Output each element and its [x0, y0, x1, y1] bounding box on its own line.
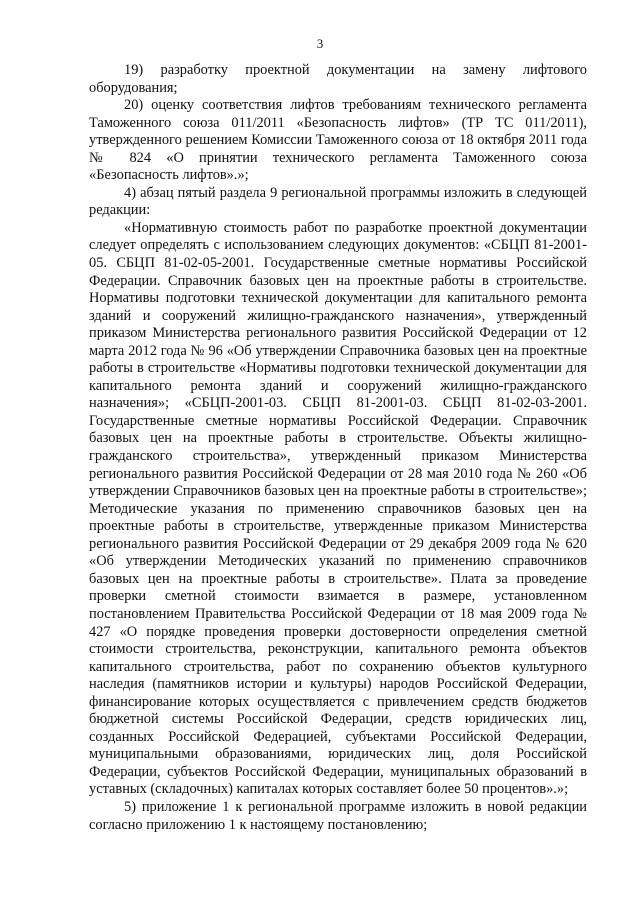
document-body	[89, 62, 587, 834]
page-number: 3	[316, 36, 324, 51]
paragraph-quoted-text: «Нормативную стоимость работ по разработке проектной документации следует определять с использованием следующих документов: «СБЦП 81-2001-05. СБЦП 81-02-05-2001. Государственные сметные нормативы Российской Федерации. Справочник базовых цен на проектные работы в строительстве. Нормативы подготовки технической документации для капитального ремонта зданий и сооружений жилищно-гражданского назначения», утвержденный приказом Министерства регионального развития Российской Федерации от 12 марта 2012 года № 96 «Об утверждении Справочника базовых цен на проектные работы в строительстве «Нормативы подготовки технической документации для капитального ремонта зданий и сооружений жилищно-гражданского назначения»; «СБЦП-2001-03. СБЦП 81-2001-03. СБЦП 81-02-03-2001. Государственные сметные нормативы Российской Федерации. Справочник базовых цен на проектные работы в строительстве. Объекты жилищно-гражданского строительства», утвержденный приказом Министерства регионального развития Российской Федерации от 28 мая 2010 года № 260 «Об утверждении Справочников базовых цен на проектные работы в строительстве»; Методические указания по применению справочников базовых цен на проектные работы в строительстве, утвержденные приказом Министерства регионального развития Российской Федерации от 29 декабря 2009 года № 620 «Об утверждении Методических указаний по применению справочников базовых цен на проектные работы в строительстве». Плата за проведение проверки сметной стоимости взимается в размере, установленном постановлением Правительства Российской Федерации от 18 мая 2009 года № 427 «О порядке проведения проверки достоверности определения сметной стоимости строительства, реконструкции, капитального ремонта объектов капитального строительства, работ по сохранению объектов культурного наследия (памятников истории и культуры) народов Российской Федерации, финансирование которых осуществляется с привлечением средств бюджетов бюджетной системы Российской Федерации, средств юридических лиц, созданных Российской Федерацией, субъектами Российской Федерации, муниципальными образованиями, юридических лиц, доля Российской Федерации, субъектов Российской Федерации, муниципальных образований в уставных (складочных) капиталах которых составляет более 50 процентов».»;	[89, 219, 587, 798]
paragraph-item-5: 5) приложение 1 к региональной программе изложить в новой редакции согласно приложению 1 к настоящему постановлению;	[89, 798, 587, 833]
paragraph-item-19: 19) разработку проектной документации на замену лифтового оборудования;	[89, 62, 587, 96]
paragraph-item-20: 20) оценку соответствия лифтов требованиям технического регламента Таможенного союза 011/2011 «Безопасность лифтов» (ТР ТС 011/2011), утвержденного решением Комиссии Таможенного союза от 18 октября 2011 года № 824 «О принятии технического регламента Таможенного союза «Безопасность лифтов».»;	[89, 97, 587, 184]
paragraph-item-4: 4) абзац пятый раздела 9 региональной программы изложить в следующей редакции:	[89, 184, 587, 219]
